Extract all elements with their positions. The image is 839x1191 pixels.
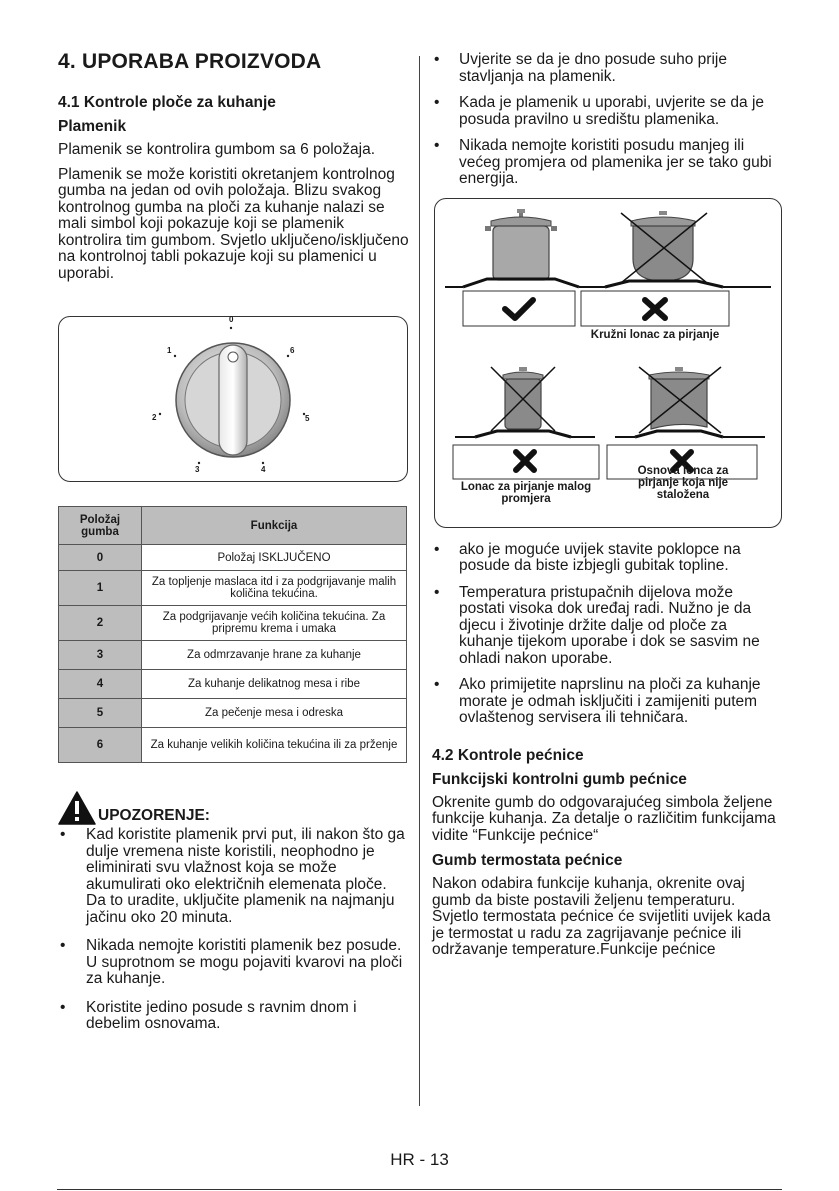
table-cell-function: Položaj ISKLJUČENO <box>142 545 407 571</box>
bullet-dot: • <box>434 583 440 601</box>
bullet-dot: • <box>60 998 66 1016</box>
oven-function-knob-heading: Funkcijski kontrolni gumb pećnice <box>432 770 687 788</box>
subsection-title-oven-controls: 4.2 Kontrole pećnice <box>432 746 584 764</box>
table-cell-position: 4 <box>59 670 142 699</box>
table-cell-function: Za podgrijavanje većih količina tekućina. Za pripremu krema i umaka <box>142 606 407 641</box>
list-item <box>58 938 410 988</box>
warning-title: UPOZORENJE: <box>98 807 210 824</box>
bullet-dot: • <box>434 676 440 693</box>
pot-uneven-base <box>615 367 765 437</box>
caption-round-pot: Kružni lonac za pirjanje <box>590 328 720 341</box>
list-item-text: Uvjerite se da je dno posude suho prije stavljanja na plamenik. <box>459 51 727 85</box>
subsection-title-hob-controls: 4.1 Kontrole ploče za kuhanje <box>58 94 276 111</box>
table-cell-function: Za kuhanje velikih količina tekućina ili za prženje <box>142 728 407 763</box>
warning-triangle-icon <box>58 791 96 825</box>
table-header-function: Funkcija <box>142 507 407 545</box>
table-cell-function: Za topljenje maslaca itd i za podgrijavanje malih količina tekućina. <box>142 571 407 606</box>
warning-list <box>58 827 410 1033</box>
thermostat-knob-heading: Gumb termostata pećnice <box>432 852 623 869</box>
list-item <box>432 95 782 128</box>
safety-list <box>432 542 782 727</box>
table-row <box>59 606 407 641</box>
knob-label-5: 5 <box>305 414 310 423</box>
table-cell-function: Za odmrzavanje hrane za kuhanje <box>142 641 407 670</box>
knob-marker <box>228 352 238 362</box>
list-item-text: Nikada nemojte koristiti posudu manjeg ili većeg promjera od plamenika jer se tako gubi energija. <box>459 137 772 187</box>
list-item-text: Koristite jedino posude s ravnim dnom i debelim osnovama. <box>86 998 357 1032</box>
pot-correct <box>445 209 597 287</box>
list-item-text: ako je moguće uvijek stavite poklopce na posude da biste izbjegli gubitak topline. <box>459 540 741 574</box>
bullet-dot: • <box>434 51 440 68</box>
list-item <box>432 585 782 668</box>
right-column <box>432 52 782 967</box>
caption-uneven-base: Osnova lonca za pirjanje koja nije staložena <box>637 464 729 501</box>
knob-function-table <box>58 506 407 763</box>
bullet-dot: • <box>434 137 440 154</box>
table-cell-function: Za kuhanje delikatnog mesa i ribe <box>142 670 407 699</box>
pot-small-diameter <box>455 367 595 437</box>
left-column <box>58 50 410 1043</box>
warning-block <box>58 791 410 1033</box>
burner-intro-paragraph: Plamenik se kontrolira gumbom sa 6 položaja. <box>58 141 376 158</box>
table-cell-position: 0 <box>59 545 142 571</box>
knob-label-1: 1 <box>167 346 172 355</box>
table-cell-position: 1 <box>59 571 142 606</box>
knob-label-0: 0 <box>229 315 234 324</box>
knob-illustration <box>59 317 407 481</box>
column-divider <box>419 56 420 1106</box>
list-item <box>432 542 782 575</box>
thermostat-knob-text: Nakon odabira funkcije kuhanja, okrenite ovaj gumb da biste postavili željenu temperaturu. Svjetlo termostata pećnice će svijetliti uvijek kada je termostat u radu za zagrijavanje pećnice ili održavanje temperature.Funkcije pećnice <box>432 875 771 958</box>
page-number: HR - 13 <box>390 1150 449 1169</box>
table-row <box>59 699 407 728</box>
bottom-rule <box>57 1189 782 1190</box>
caption-small-pot: Lonac za pirjanje malog promjera <box>460 480 592 505</box>
table-cell-position: 5 <box>59 699 142 728</box>
knob-label-2: 2 <box>152 413 157 422</box>
pot-round-bottom <box>585 211 771 287</box>
list-item <box>58 827 410 926</box>
table-header-position: Položaj gumba <box>59 507 142 545</box>
bullet-dot: • <box>434 94 440 111</box>
section-title: 4. UPORABA PROIZVODA <box>58 50 322 73</box>
list-item-text: Temperatura pristupačnih dijelova može postati visoka dok uređaj radi. Nužno je da djecu i životinje držite dalje od ploče za kuhanje tijekom uporabe i dok se sasvim ne ohladi nakon uporabe. <box>459 583 760 667</box>
knob-label-6: 6 <box>290 346 295 355</box>
list-item <box>432 52 782 85</box>
table-cell-position: 3 <box>59 641 142 670</box>
list-item-text: Kada je plamenik u uporabi, uvjerite se da je posuda pravilno u središtu plamenika. <box>459 94 765 128</box>
knob-label-4: 4 <box>261 465 266 474</box>
oven-function-knob-text: Okrenite gumb do odgovarajućeg simbola željene funkcije kuhanja. Za detalje o različitim funkcijama vidite “Funkcije pećnice“ <box>432 793 776 844</box>
knob-label-3: 3 <box>195 465 200 474</box>
table-row <box>59 670 407 699</box>
list-item <box>432 677 782 727</box>
table-cell-position: 2 <box>59 606 142 641</box>
list-item-text: Ako primijetite naprslinu na ploči za kuhanje morate je odmah isključiti i zamijeniti putem ovlaštenog servisera ili tehničara. <box>459 676 761 726</box>
list-item <box>432 138 782 188</box>
bullet-dot: • <box>60 937 66 954</box>
list-item-text: Nikada nemojte koristiti plamenik bez posude. U suprotnom se mogu pojaviti kvarovi na ploči za kuhanje. <box>86 937 403 987</box>
pot-usage-list <box>432 52 782 188</box>
bullet-dot: • <box>60 826 66 843</box>
table-cell-position: 6 <box>59 728 142 763</box>
table-row <box>59 641 407 670</box>
knob-diagram <box>58 316 408 482</box>
warning-heading <box>58 791 410 825</box>
pot-diagram <box>434 198 782 528</box>
table-row <box>59 571 407 606</box>
list-item <box>58 1000 410 1033</box>
check-box <box>463 291 575 326</box>
burner-usage-paragraph: Plamenik se može koristiti okretanjem kontrolnog gumba na jedan od ovih položaja. Blizu svakog kontrolnog gumba na ploči za kuhanje nalazi se mali simbol koji pokazuje koji se plamenik kontrolira tim gumbom. Svjetlo uključeno/isključeno na kontrolnoj tabli pokazuje koji su plamenici u uporabi. <box>58 165 409 282</box>
table-row <box>59 728 407 763</box>
table-row <box>59 545 407 571</box>
bullet-dot: • <box>434 540 440 558</box>
list-item-text: Kad koristite plamenik prvi put, ili nakon što ga dulje vremena niste koristili, neophodno je eliminirati svu vlažnost koja se može akumulirati oko električnih elemenata ploče. Da to uradite, uključite plamenik na najmanju jačinu oko 20 minuta. <box>86 826 405 926</box>
table-cell-function: Za pečenje mesa i odreska <box>142 699 407 728</box>
table-header-row <box>59 507 407 545</box>
burner-heading: Plamenik <box>58 118 127 135</box>
